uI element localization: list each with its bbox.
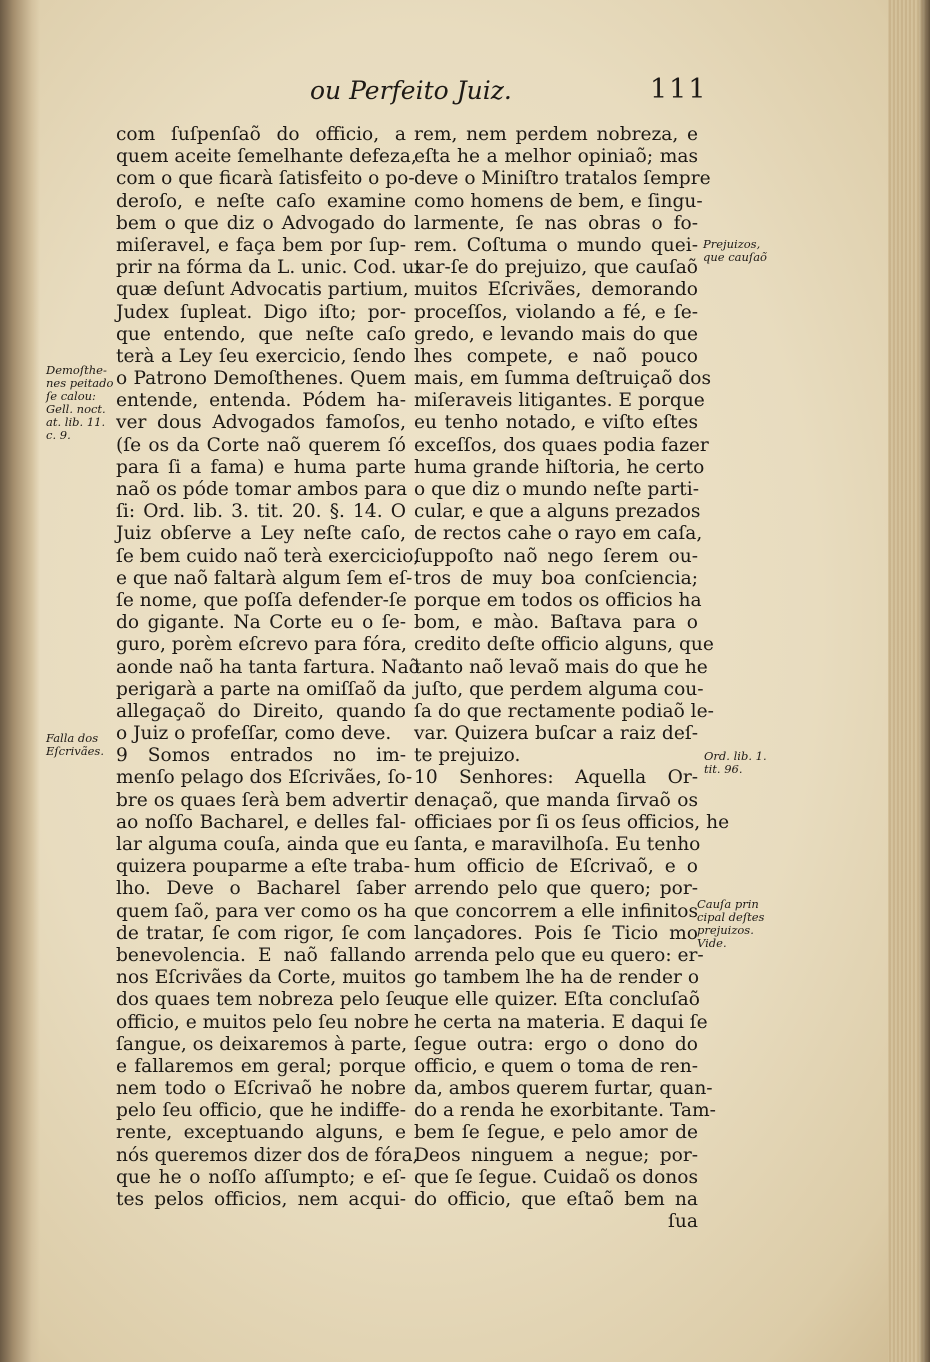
text-line: dos quaes tem nobreza pelo ſeu: [116, 989, 416, 1011]
margin-note-line: Vide.: [697, 936, 727, 950]
text-line: lançadores. Pois ſe Ticio mo: [414, 922, 698, 944]
text-line: rem, nem perdem nobreza, e: [414, 124, 698, 145]
text-line: quem ſaõ, para ver como os ha: [116, 900, 407, 922]
text-line: ſuppoſto naõ nego ſerem ou-: [414, 545, 698, 567]
text-line: lhes compete, e naõ pouco: [414, 345, 698, 367]
margin-note-escrivaes: [46, 732, 104, 758]
text-line: com o que ficarà ſatisfeito o po-: [116, 168, 415, 190]
margin-note-line: Demoſthe-: [46, 363, 107, 377]
text-line: te prejuizo.: [414, 745, 521, 767]
margin-note-line: nes peitado: [46, 376, 114, 390]
text-line: officiaes por ſi os ſeus officios, he: [414, 811, 730, 833]
margin-note-line: Gell. noct.: [46, 402, 106, 416]
page-gutter-shadow: [0, 0, 40, 1362]
margin-note-line: cipal deſtes: [697, 910, 765, 924]
text-line: ao noſſo Bacharel, e delles fal-: [116, 811, 406, 833]
text-line: eu tenho notado, e viſto eſtes: [414, 412, 698, 434]
text-line: deve o Miniſtro tratalos ſempre: [414, 168, 711, 190]
text-line: bem o que diz o Advogado do: [116, 212, 406, 234]
margin-note-prejuizos: [703, 238, 767, 264]
text-line: tes pelos officios, nem acqui-: [116, 1189, 406, 1210]
text-line: muitos Eſcrivães, demorando: [414, 279, 698, 301]
margin-note-line: ſe calou:: [46, 389, 96, 403]
margin-note-line: prejuizos.: [697, 923, 754, 937]
text-line: ſa do que rectamente podiaõ le-: [414, 700, 714, 722]
text-line: prir na fórma da L. unic. Cod. ut: [116, 257, 422, 279]
text-line: ſangue, os deixaremos à parte,: [116, 1033, 408, 1055]
text-line: arrendo pelo que quero; por-: [414, 878, 698, 900]
margin-note-line: c. 9.: [46, 428, 71, 442]
text-line: como homens de bem, e ſingu-: [414, 190, 703, 212]
text-line: 10 Senhores: Aquella Or-: [414, 767, 698, 789]
text-line: bom, e mào. Baſtava para o: [414, 612, 698, 634]
margin-note-line: Prejuizos,: [703, 237, 761, 251]
text-line: benevolencia. E naõ fallando: [116, 944, 406, 966]
text-line: officio, e muitos pelo ſeu nobre: [116, 1011, 410, 1033]
text-line: rem. Coſtuma o mundo quei-: [414, 234, 698, 256]
text-line: nem todo o Eſcrivaõ he nobre: [116, 1078, 406, 1100]
margin-note-line: Ord. lib. 1.: [704, 749, 767, 763]
text-line: lho. Deve o Bacharel ſaber: [116, 878, 406, 900]
text-line: pelo ſeu officio, que he indiffe-: [116, 1100, 406, 1122]
text-line: que ſe ſegue. Cuidaõ os donos: [414, 1166, 698, 1188]
margin-note-line: tit. 96.: [704, 762, 743, 776]
margin-note-line: que cauſaõ: [703, 250, 767, 264]
text-line: que entendo, que neſte caſo: [116, 323, 406, 345]
text-line: nos Eſcrivães da Corte, muitos: [116, 967, 406, 989]
text-line: bre os quaes ſerà bem advertir: [116, 789, 408, 811]
text-line: var. Quizera buſcar a raiz deſ-: [414, 723, 698, 745]
text-line: do gigante. Na Corte eu o ſe-: [116, 612, 406, 634]
text-line: da, ambos querem furtar, quan-: [414, 1078, 713, 1100]
text-line: deroſo, e neſte caſo examine: [116, 190, 406, 212]
margin-note-demosthenes: [46, 364, 113, 442]
text-line: ſi: Ord. lib. 3. tit. 20. §. 14. O: [116, 501, 406, 523]
text-line: menſo pelago dos Eſcrivães, ſo-: [116, 767, 413, 789]
text-line: quem aceite ſemelhante defeza,: [116, 146, 417, 168]
left-text-column: [116, 124, 422, 1211]
text-line: para ſi a fama) e huma parte: [116, 456, 406, 478]
text-line: ver dous Advogados famoſos,: [116, 412, 406, 434]
text-line: o Juiz o profeſſar, como deve.: [116, 723, 392, 745]
page-number: 111: [650, 74, 708, 105]
text-line: allegaçaõ do Direito, quando: [116, 700, 406, 722]
text-line: do officio, que eſtaõ bem na: [414, 1189, 698, 1210]
text-line: officio, e quem o toma de ren-: [414, 1055, 698, 1077]
text-line: juſto, que perdem alguma cou-: [414, 678, 704, 700]
text-line: o que diz o mundo neſte parti-: [414, 479, 699, 500]
text-line: perigarà a parte na omiſſaõ da: [116, 678, 406, 700]
text-line: que elle quizer. Eſta concluſaõ: [414, 989, 700, 1011]
text-line: quæ deſunt Advocatis partium,: [116, 279, 409, 301]
text-line: bem ſe ſegue, e pelo amor de: [414, 1122, 698, 1144]
text-line: ſe nome, que poſſa defender-ſe: [116, 589, 407, 611]
text-line: o Patrono Demoſthenes. Quem: [116, 368, 406, 390]
text-line: e que naõ faltarà algum ſem eſ-: [116, 567, 413, 589]
text-line: hum officio de Eſcrivaõ, e o: [414, 856, 698, 878]
text-line: larmente, ſe nas obras o fo-: [414, 212, 698, 234]
text-line: proceſſos, violando a fé, e ſe-: [414, 301, 698, 323]
margin-note-line: Eſcrivães.: [46, 744, 104, 758]
text-line: rente, exceptuando alguns, e: [116, 1122, 406, 1144]
text-line: de tratar, ſe com rigor, ſe com: [116, 922, 406, 944]
text-line: com ſuſpenſaõ do officio, a: [116, 124, 406, 145]
text-line: tanto naõ levaõ mais do que he: [414, 656, 708, 678]
text-line: Juiz obſerve a Ley neſte caſo,: [116, 523, 406, 545]
text-line: xar-ſe do prejuizo, que cauſaõ: [414, 257, 698, 279]
text-line: huma grande hiſtoria, he certo: [414, 456, 705, 478]
text-line: naõ os póde tomar ambos para: [116, 479, 408, 500]
text-line: miſeraveis litigantes. E porque: [414, 390, 705, 412]
text-line: cular, e que a alguns prezados: [414, 501, 701, 523]
text-line: miſeravel, e faça bem por ſup-: [116, 234, 406, 256]
text-line: tros de muy boa conſciencia;: [414, 567, 698, 589]
text-line: aonde naõ ha tanta fartura. Naõ: [116, 656, 420, 678]
text-line: Deos ninguem a negue; por-: [414, 1144, 698, 1166]
text-line: ſegue outra: ergo o dono do: [414, 1033, 698, 1055]
text-line: de rectos cahe o rayo em caſa,: [414, 523, 703, 545]
text-line: quizera pouparme a eſte traba-: [116, 856, 410, 878]
margin-note-ordenacao: [704, 750, 767, 776]
running-title: ou Perfeito Juiz.: [310, 76, 512, 105]
text-line: mais, em ſumma deſtruiçaõ dos: [414, 368, 712, 390]
text-line: que he o noſſo aſſumpto; e eſ-: [116, 1166, 406, 1188]
text-line: go tambem lhe ha de render o: [414, 967, 700, 989]
text-line: 9 Somos entrados no im-: [116, 745, 406, 767]
text-line: gredo, e levando mais do que: [414, 323, 698, 345]
text-line: (ſe os da Corte naõ querem ſó: [116, 434, 406, 456]
text-line: nós queremos dizer dos de fóra,: [116, 1144, 419, 1166]
text-line: ſua: [668, 1211, 698, 1233]
running-header: [300, 76, 720, 112]
text-line: ſe bem cuido naõ terà exercicio,: [116, 545, 420, 567]
text-line: ſanta, e maravilhoſa. Eu tenho: [414, 834, 701, 855]
text-line: eſta he a melhor opiniaõ; mas: [414, 146, 698, 168]
text-line: lar alguma couſa, ainda que eu: [116, 834, 409, 855]
text-line: guro, porèm eſcrevo para fóra,: [116, 634, 407, 656]
margin-note-line: at. lib. 11.: [46, 415, 106, 429]
text-line: denaçaõ, que manda ſirvaõ os: [414, 789, 698, 811]
text-line: entende, entenda. Pódem ha-: [116, 390, 406, 412]
text-line: terà a Ley ſeu exercicio, ſendo: [116, 345, 406, 367]
text-line: do a renda he exorbitante. Tam-: [414, 1100, 716, 1122]
margin-note-causa: [697, 898, 764, 950]
text-line: Judex ſupleat. Digo iſto; por-: [116, 301, 406, 323]
text-line: porque em todos os officios ha: [414, 589, 702, 611]
margin-note-line: Cauſa prin: [697, 897, 759, 911]
margin-note-line: Falla dos: [46, 731, 99, 745]
text-line: he certa na materia. E daqui ſe: [414, 1011, 708, 1033]
text-line: e fallaremos em geral; porque: [116, 1055, 406, 1077]
text-line: credito deſte officio alguns, que: [414, 634, 714, 656]
text-line: arrenda pelo que eu quero: er-: [414, 944, 704, 966]
page-edge-right: [888, 0, 930, 1362]
text-line: exceſſos, dos quaes podia fazer: [414, 434, 709, 456]
text-line: que concorrem a elle infinitos: [414, 900, 698, 922]
